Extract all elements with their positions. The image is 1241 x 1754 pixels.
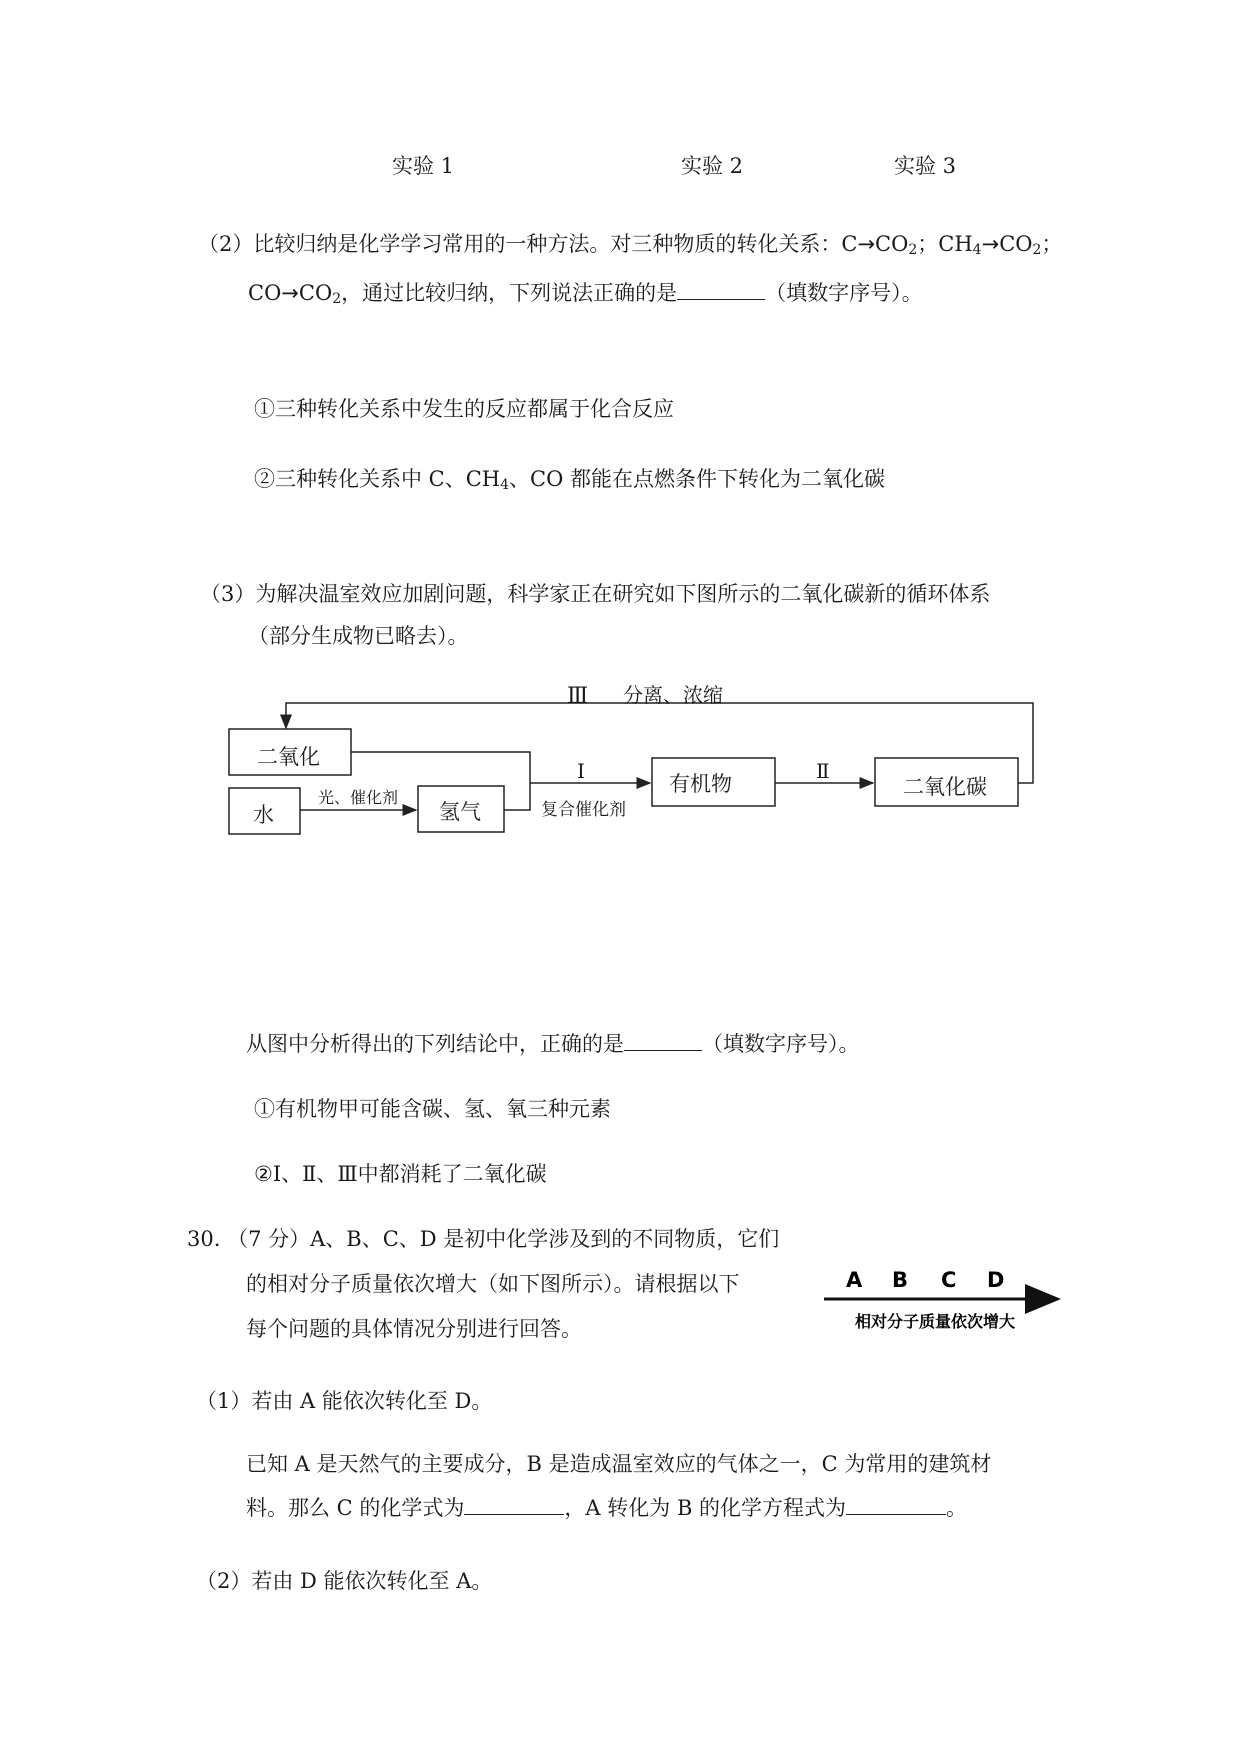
label-step-II: Ⅱ [816, 759, 830, 783]
axis-letter-b: B [892, 1268, 909, 1292]
label-step-I: Ⅰ [577, 759, 585, 783]
q3-fill-hint: （填数字序号）。 [702, 1032, 860, 1056]
hydrogen-to-reactor-line [504, 783, 530, 810]
label-box-co2-right: 二氧化碳 [903, 775, 987, 799]
q2-sub: 4 [972, 242, 982, 258]
q3-answer-blank[interactable] [624, 1032, 702, 1051]
q2-c: C [841, 232, 858, 256]
q30-sub1-text2a: 料。那么 C 的化学式为 [246, 1496, 465, 1520]
q3-line2: （部分生成物已略去）。 [248, 624, 469, 648]
q2-sub: 2 [908, 242, 918, 258]
label-composite-catalyst: 复合催化剂 [541, 800, 626, 820]
axis-letter-c: C [941, 1268, 957, 1292]
q2-sep: ； [1041, 232, 1063, 256]
q30-formula-blank[interactable] [464, 1496, 564, 1515]
label-separate: 分离、浓缩 [623, 683, 723, 707]
co2-to-reactor-line [351, 752, 530, 783]
q3-conclusion-text: 从图中分析得出的下列结论中，正确的是 [246, 1032, 624, 1056]
reaction-arrow-icon: → [857, 232, 876, 256]
label-box-water: 水 [253, 803, 274, 827]
experiment-label-1: 实验 1 [392, 154, 455, 178]
q2-sub: 4 [500, 477, 510, 493]
q2-co: CO [248, 281, 282, 305]
q30-sub1: （1）若由 A 能依次转化至 D。 [196, 1389, 493, 1413]
q30-sub1-text2c: 。 [946, 1496, 968, 1520]
axis-letter-d: D [987, 1268, 1005, 1292]
q2-sep: ； [917, 232, 939, 256]
label-box-co2-left: 二氧化 [257, 745, 320, 769]
q2-fill-hint: （填数字序号）。 [765, 281, 923, 305]
q2-prefix: （2）比较归纳是化学学习常用的一种方法。对三种物质的转化关系： [198, 232, 842, 256]
label-box-organic: 有机物 [669, 772, 732, 796]
q2-option-2-b: 、CO 都能在点燃条件下转化为二氧化碳 [509, 467, 886, 491]
q3-option-2: ②Ⅰ、Ⅱ、Ⅲ中都消耗了二氧化碳 [254, 1162, 547, 1186]
q30-sub1-text1: 已知 A 是天然气的主要成分，B 是造成温室效应的气体之一，C 为常用的建筑材 [246, 1452, 992, 1476]
axis-caption: 相对分子质量依次增大 [855, 1312, 1016, 1331]
molecular-mass-axis [810, 1262, 1070, 1342]
q2-sub: 2 [1032, 242, 1042, 258]
experiment-label-2: 实验 2 [681, 154, 744, 178]
q30-sub1-text2b: ，A 转化为 B 的化学方程式为 [564, 1496, 847, 1520]
q2-option-2-a: ②三种转化关系中 C、CH [254, 467, 501, 491]
q30-line3: 每个问题的具体情况分别进行回答。 [246, 1317, 582, 1341]
q2-ch: CH [938, 232, 973, 256]
label-box-hydrogen: 氢气 [439, 800, 481, 824]
q2-co2: CO [875, 232, 909, 256]
reaction-arrow-icon: → [281, 281, 299, 305]
experiment-label-3: 实验 3 [894, 154, 957, 178]
q30-line2: 的相对分子质量依次增大（如下图所示）。请根据以下 [246, 1272, 740, 1296]
q2-co2: CO [298, 281, 333, 305]
q2-line2-suffix: ，通过比较归纳，下列说法正确的是 [341, 281, 678, 305]
q2-option-1: ①三种转化关系中发生的反应都属于化合反应 [254, 397, 674, 421]
reaction-arrow-icon: → [981, 232, 1000, 256]
q3-conclusion [246, 1028, 860, 1058]
q3-option-1: ①有机物甲可能含碳、氢、氧三种元素 [254, 1097, 611, 1121]
q30-sub1-text2 [246, 1492, 967, 1522]
return-loop-line [286, 703, 1033, 783]
q3-line1: （3）为解决温室效应加剧问题，科学家正在研究如下图所示的二氧化碳新的循环体系 [200, 582, 991, 606]
q2-sub: 2 [332, 291, 342, 307]
label-step-III: Ⅲ [567, 684, 589, 709]
q30-equation-blank[interactable] [846, 1496, 946, 1515]
axis-letter-a: A [846, 1268, 863, 1292]
label-light-catalyst: 光、催化剂 [318, 788, 399, 807]
q2-co2: CO [999, 232, 1033, 256]
q30-sub2: （2）若由 D 能依次转化至 A。 [196, 1569, 493, 1593]
q30-line1: 30. （7 分）A、B、C、D 是初中化学涉及到的不同物质，它们 [187, 1227, 780, 1251]
